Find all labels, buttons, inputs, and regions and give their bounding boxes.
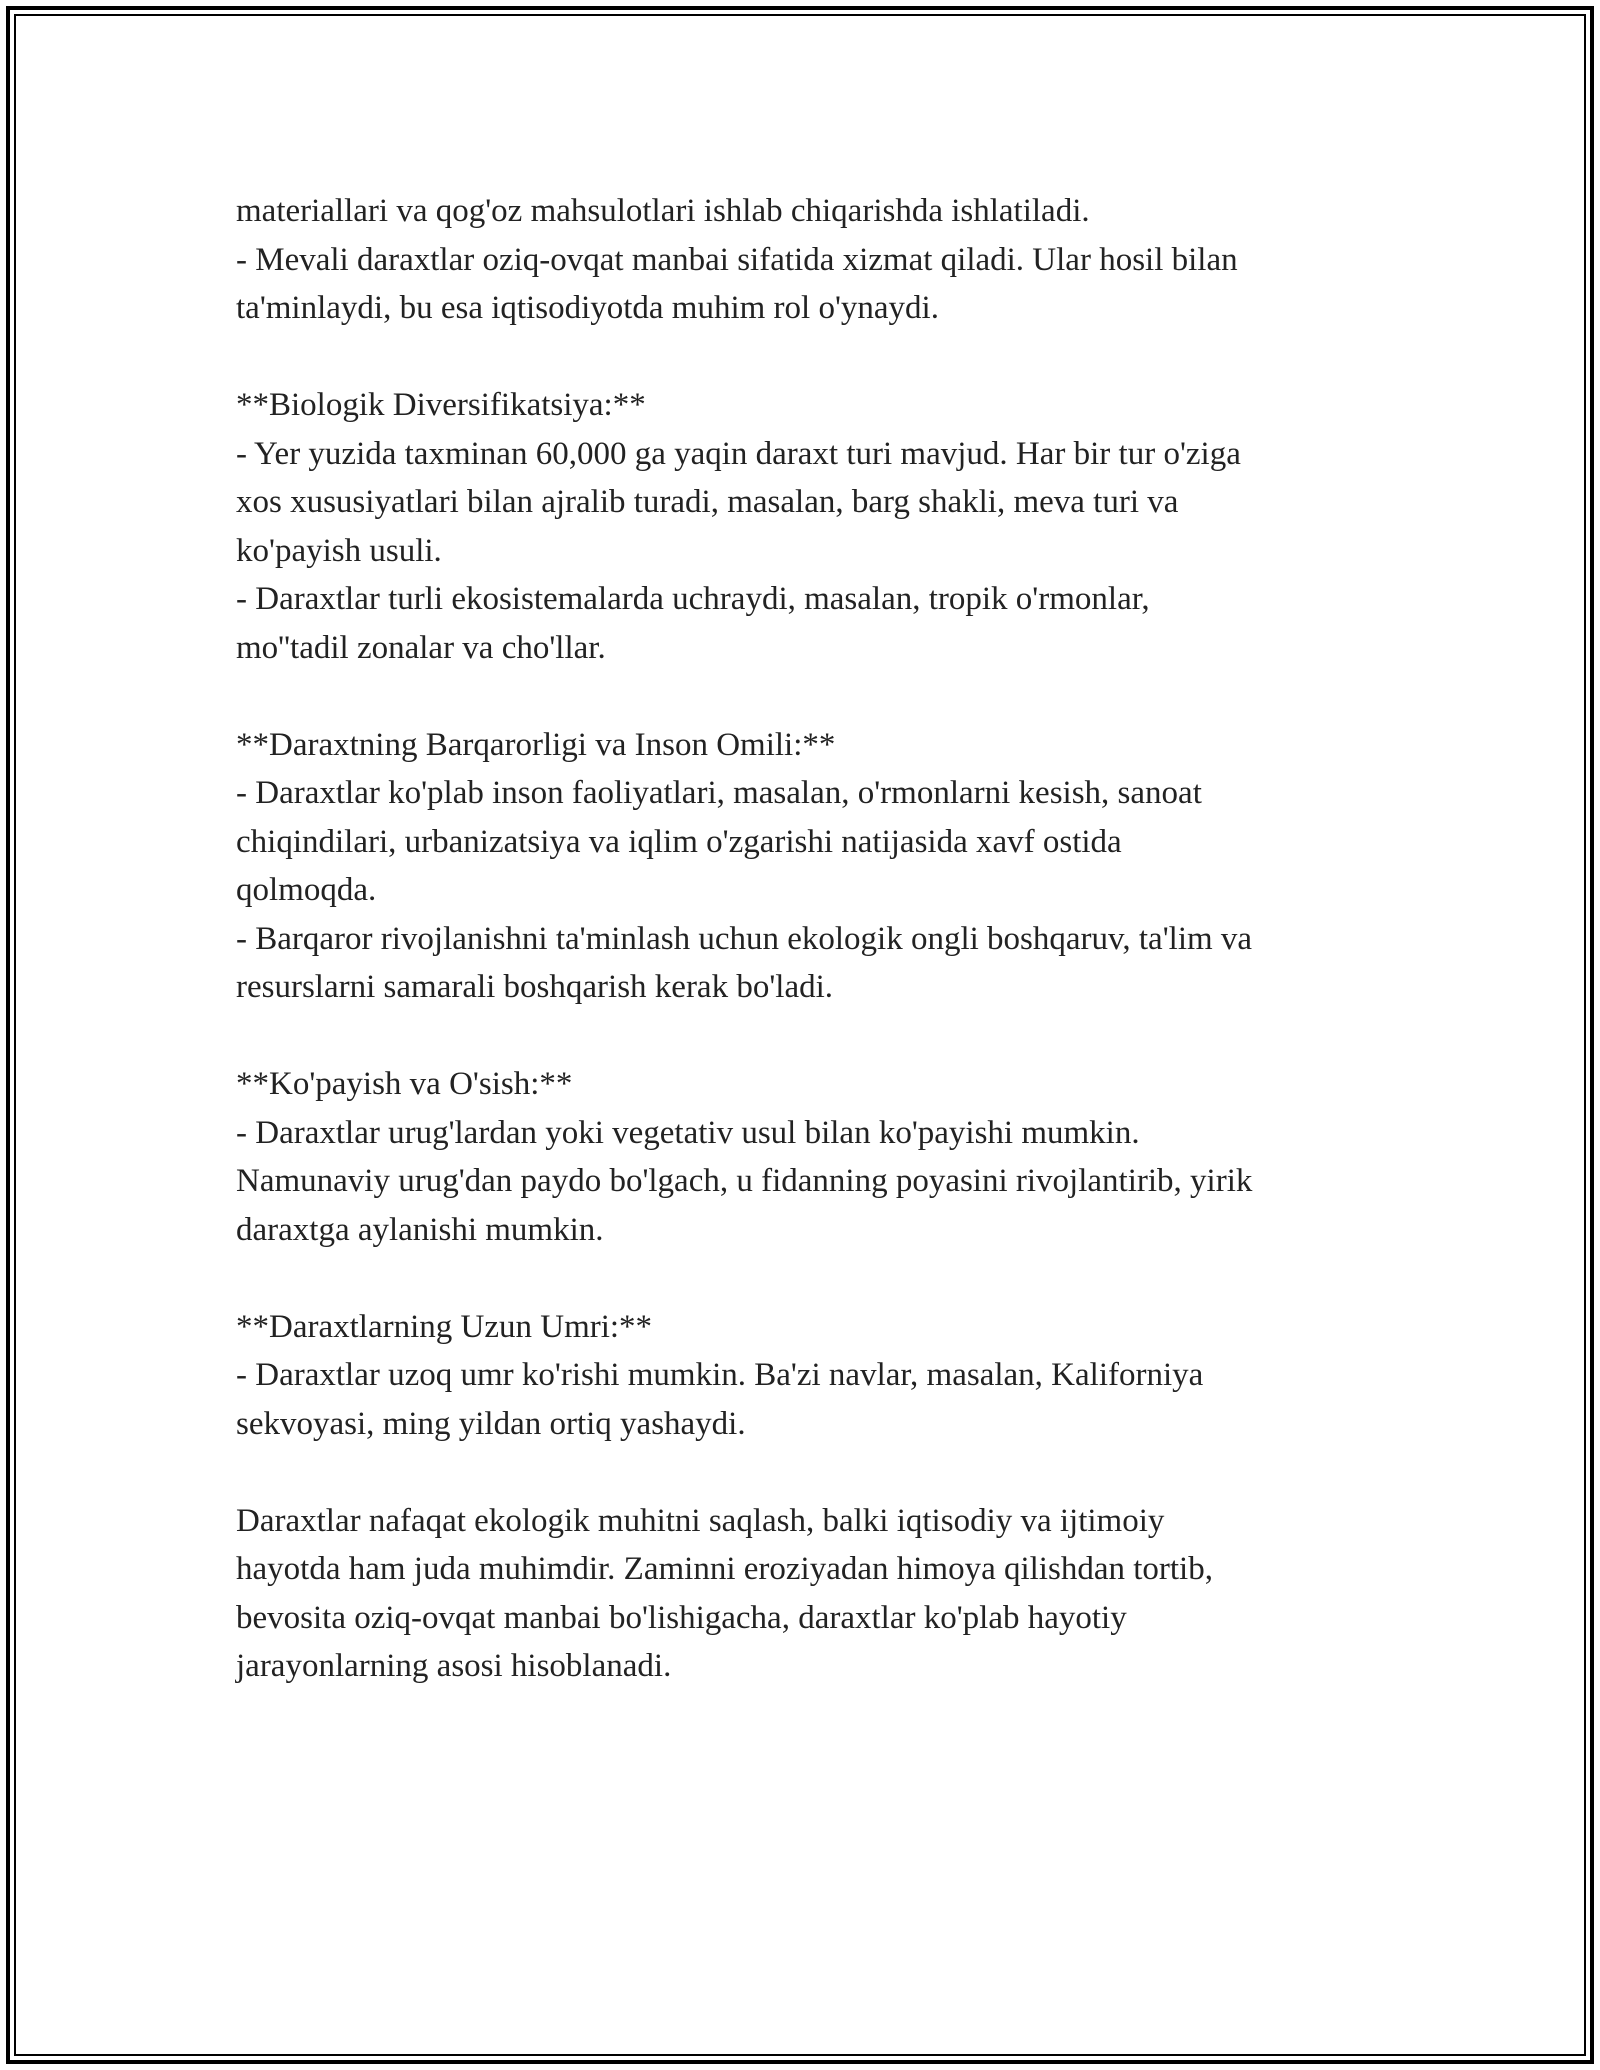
text-line: jarayonlarning asosi hisoblanadi. [236,1648,672,1684]
paragraph-gap [236,672,1386,721]
text-line: daraxtga aylanishi mumkin. [236,1211,604,1248]
text-line: hayotda ham juda muhimdir. Zaminni eroziyadan himoya qilishdan tortib, [236,1551,1213,1587]
section-heading: **Biologik Diversifikatsiya:** [236,387,646,423]
text-line: xos xususiyatlari bilan ajralib turadi, masalan, barg shakli, meva turi va [236,484,1179,520]
text-line: resurslarni samarali boshqarish kerak bo'ladi. [236,969,834,1005]
text-line: Namunaviy urug'dan paydo bo'lgach, u fidanning poyasini rivojlantirib, yirik [236,1163,1253,1199]
text-line: mo''tadil zonalar va cho'llar. [236,629,606,666]
text-line: - Daraxtlar ko'plab inson faoliyatlari, masalan, o'rmonlarni kesish, sanoat [236,775,1202,811]
paragraph-gap [236,1012,1386,1061]
text-line: qolmoqda. [236,872,377,908]
text-line: - Barqaror rivojlanishni ta'minlash uchun ekologik ongli boshqaruv, ta'lim va [236,920,1253,957]
paragraph-gap [236,1448,1386,1497]
paragraph-gap [236,333,1386,382]
section-heading: **Ko'payish va O'sish:** [236,1066,573,1102]
text-line: - Mevali daraxtlar oziq-ovqat manbai sifatida xizmat qiladi. Ular hosil bilan [236,241,1238,278]
text-line: Daraxtlar nafaqat ekologik muhitni saqlash, balki iqtisodiy va ijtimoiy [236,1502,1165,1539]
paragraph-gap [236,1254,1386,1303]
section-heading: **Daraxtlarning Uzun Umri:** [236,1308,653,1345]
text-line: bevosita oziq-ovqat manbai bo'lishigacha, daraxtlar ko'plab hayotiy [236,1599,1127,1636]
text-line: - Daraxtlar turli ekosistemalarda uchraydi, masalan, tropik o'rmonlar, [236,581,1150,617]
text-line: - Daraxtlar uzoq umr ko'rishi mumkin. Ba'zi navlar, masalan, Kaliforniya [236,1357,1204,1393]
section-heading: **Daraxtning Barqarorligi va Inson Omili:** [236,726,836,763]
text-line: ko'payish usuli. [236,532,442,569]
text-line: - Daraxtlar urug'lardan yoki vegetativ usul bilan ko'payishi mumkin. [236,1114,1140,1151]
text-line: materiallari va qog'oz mahsulotlari ishlab chiqarishda ishlatiladi. [236,193,1090,229]
text-line: chiqindilari, urbanizatsiya va iqlim o'zgarishi natijasida xavf ostida [236,823,1122,860]
text-line: sekvoyasi, ming yildan ortiq yashaydi. [236,1405,746,1442]
document-body [236,187,1386,1691]
text-line: ta'minlaydi, bu esa iqtisodiyotda muhim rol o'ynaydi. [236,290,939,326]
text-line: - Yer yuzida taxminan 60,000 ga yaqin daraxt turi mavjud. Har bir tur o'ziga [236,435,1241,472]
